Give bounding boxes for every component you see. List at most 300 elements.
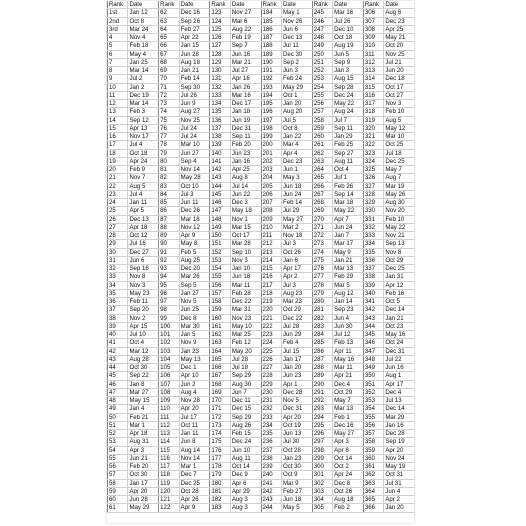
rank-cell: 93 [158,265,178,272]
rank-cell: 227 [261,364,281,371]
rank-cell: 213 [261,249,281,256]
table-row [261,117,312,125]
rank-cell: 161 [209,323,229,330]
table-row [261,381,312,389]
rank-cell: 39 [107,323,127,330]
table-row [158,174,209,182]
date-cell: Nov 8 [383,249,414,256]
table-row [261,290,312,298]
date-cell: May 23 [127,290,158,297]
date-cell: Oct 20 [383,42,414,49]
date-cell: Jun 6 [127,257,158,264]
date-cell: Jul 30 [281,438,312,445]
rank-cell: 175 [209,438,229,445]
date-cell: Sep 23 [332,306,363,313]
date-cell: Oct 5 [383,298,414,305]
date-cell: May 4 [127,51,158,58]
rank-cell: 97 [158,298,178,305]
table-row [261,306,312,314]
table-row [261,9,312,17]
rank-cell: 57 [107,471,127,478]
table-row [261,67,312,75]
date-cell: Jan 18 [230,108,261,115]
date-cell: Aug 25 [179,257,210,264]
rank-cell: 328 [363,191,383,198]
date-cell: Jul 31 [383,480,414,487]
date-cell: Sep 27 [332,150,363,157]
date-cell: Jan 20 [383,504,414,511]
rank-cell: 313 [363,67,383,74]
date-cell: Jan 20 [281,364,312,371]
rank-cell: 345 [363,331,383,338]
table-row [312,100,363,108]
table-row [363,414,414,422]
rank-cell: 63 [158,18,178,25]
table-row [261,174,312,182]
table-row [312,42,363,50]
rank-cell: 154 [209,265,229,272]
table-row [312,331,363,339]
table-row [312,141,363,149]
table-row [158,26,209,34]
date-cell: Jul 3 [179,191,210,198]
table-row [363,496,414,504]
table-row [158,249,209,257]
table-row [261,100,312,108]
date-cell: Dec 28 [281,389,312,396]
table-row [363,18,414,26]
rank-cell: 195 [261,100,281,107]
date-cell: Oct 4 [332,166,363,173]
rank-cell: 56 [107,463,127,470]
rank-cell: 236 [261,438,281,445]
date-cell: Jun 6 [281,26,312,33]
table-row [312,199,363,207]
date-cell: Dec 20 [179,265,210,272]
date-cell: Mar 12 [127,348,158,355]
date-cell: Jun 13 [281,430,312,437]
date-cell: Jun 5 [332,51,363,58]
date-cell: Aug 18 [179,59,210,66]
table-row [261,282,312,290]
date-cell: Aug 8 [230,174,261,181]
date-cell: Sep 9 [332,59,363,66]
rank-cell: 300 [312,463,332,470]
date-cell: Jan 27 [179,290,210,297]
rank-cell: 238 [261,455,281,462]
table-row [107,339,158,347]
date-cell: Feb 12 [230,339,261,346]
rank-cell: 119 [158,480,178,487]
rank-cell: 258 [312,117,332,124]
date-cell: Dec 31 [383,348,414,355]
table-row [261,455,312,463]
date-cell: Jun 27 [179,150,210,157]
table-row [312,232,363,240]
table-row [158,216,209,224]
date-cell: Apr 22 [179,34,210,41]
rank-cell: 262 [312,150,332,157]
rank-cell: 291 [312,389,332,396]
table-row [158,34,209,42]
table-row [107,331,158,339]
date-cell: Mar 24 [127,26,158,33]
table-row [363,158,414,166]
date-header: Date [332,1,363,8]
table-row [107,265,158,273]
rank-cell: 138 [209,133,229,140]
rank-cell: 234 [261,422,281,429]
rank-header: Rank [107,1,127,8]
rank-cell: 3rd [107,26,127,33]
table-row [158,315,209,323]
rank-cell: 217 [261,282,281,289]
rank-cell: 192 [261,75,281,82]
date-cell: Apr 10 [179,372,210,379]
table-row [363,67,414,75]
date-cell: Sep 20 [127,306,158,313]
date-cell: Sep 7 [230,42,261,49]
rank-cell: 153 [209,257,229,264]
date-cell: Mar 17 [332,240,363,247]
date-cell: Mar 18 [332,199,363,206]
rank-cell: 240 [261,471,281,478]
rank-cell: 343 [363,315,383,322]
date-cell: Jan 20 [281,100,312,107]
date-cell: Aug 26 [230,422,261,429]
table-row [312,67,363,75]
date-cell: Sep 5 [179,282,210,289]
table-row [158,306,209,314]
date-cell: Jan 29 [332,133,363,140]
date-cell: May 28 [179,174,210,181]
table-row [363,191,414,199]
rank-cell: 224 [261,339,281,346]
table-row [312,339,363,347]
table-row [312,158,363,166]
rank-cell: 277 [312,273,332,280]
date-cell: Oct 4 [127,339,158,346]
table-row [158,183,209,191]
date-cell: Mar 19 [383,183,414,190]
table-row [107,356,158,364]
date-cell: Aug 24 [332,108,363,115]
table-row [261,232,312,240]
table-row [312,480,363,488]
rank-cell: 322 [363,141,383,148]
rank-cell: 147 [209,207,229,214]
rank-cell: 33 [107,273,127,280]
rank-cell: 214 [261,257,281,264]
rank-cell: 261 [312,141,332,148]
table-row [107,100,158,108]
rank-cell: 169 [209,389,229,396]
rank-date-column-group [363,1,414,523]
table-row [107,158,158,166]
rank-cell: 186 [261,26,281,33]
date-cell: Dec 28 [383,430,414,437]
rank-cell: 99 [158,315,178,322]
table-row [209,67,260,75]
table-row [363,183,414,191]
rank-cell: 74 [158,108,178,115]
rank-cell: 155 [209,273,229,280]
table-row [261,438,312,446]
table-row [363,9,414,17]
rank-cell: 359 [363,447,383,454]
table-row [158,125,209,133]
date-cell: May 22 [383,224,414,231]
table-row [312,191,363,199]
table-row [209,414,260,422]
date-cell: Oct 8 [281,125,312,132]
rank-cell: 81 [158,166,178,173]
table-row [158,339,209,347]
date-cell: Mar 14 [127,100,158,107]
date-cell: Mar 10 [383,133,414,140]
table-row [312,282,363,290]
date-cell: Sep 13 [383,240,414,247]
date-cell: Jun 21 [127,455,158,462]
table-row [363,51,414,59]
rank-date-column-group [158,1,209,523]
table-row [261,323,312,331]
rank-cell: 329 [363,199,383,206]
date-cell: May 1 [281,9,312,16]
rank-cell: 100 [158,323,178,330]
date-cell: Mar 29 [383,414,414,421]
rank-cell: 22 [107,183,127,190]
rank-cell: 241 [261,480,281,487]
table-row [312,422,363,430]
table-row [363,381,414,389]
table-row [158,455,209,463]
header-row [107,1,158,9]
rank-cell: 245 [312,9,332,16]
date-cell: Dec 8 [332,480,363,487]
rank-cell: 107 [158,381,178,388]
rank-cell: 337 [363,265,383,272]
table-row [312,59,363,67]
date-cell: Jul 28 [281,323,312,330]
table-row [312,240,363,248]
rank-cell: 38 [107,315,127,322]
table-row [209,282,260,290]
rank-cell: 273 [312,240,332,247]
table-row [261,504,312,512]
rank-cell: 141 [209,158,229,165]
date-cell: Mar 2 [281,224,312,231]
date-cell: May 22 [332,100,363,107]
date-header: Date [281,1,312,8]
table-row [363,199,414,207]
date-cell: Jul 5 [281,117,312,124]
table-row [107,18,158,26]
rank-cell: 52 [107,430,127,437]
date-cell: Nov 28 [179,397,210,404]
rank-cell: 96 [158,290,178,297]
table-row [261,372,312,380]
table-row [107,438,158,446]
date-cell: Sep 28 [332,84,363,91]
table-row [363,84,414,92]
table-row [363,480,414,488]
rank-cell: 128 [209,51,229,58]
table-row [158,232,209,240]
date-cell: Oct 28 [281,447,312,454]
date-cell: Oct 18 [332,34,363,41]
date-cell: May 7 [332,397,363,404]
table-row [312,216,363,224]
table-row [209,108,260,116]
rank-cell: 338 [363,273,383,280]
table-row [363,125,414,133]
rank-cell: 15 [107,125,127,132]
date-cell: Oct 29 [332,389,363,396]
table-row [209,18,260,26]
rank-cell: 165 [209,356,229,363]
rank-cell: 151 [209,240,229,247]
date-cell: Feb 26 [332,183,363,190]
date-cell: Dec 4 [332,381,363,388]
rank-cell: 314 [363,75,383,82]
rank-cell: 255 [312,92,332,99]
rank-cell: 102 [158,339,178,346]
date-cell: Aug 15 [332,75,363,82]
table-row [158,422,209,430]
date-cell: Nov 18 [281,232,312,239]
date-cell: Mar 16 [230,92,261,99]
date-cell: Dec 3 [230,199,261,206]
date-cell: Nov 4 [127,34,158,41]
date-cell: Mar 11 [332,364,363,371]
date-cell: Nov 12 [179,224,210,231]
date-cell: Nov 7 [127,174,158,181]
table-row [107,92,158,100]
table-row [209,422,260,430]
rank-cell: 188 [261,42,281,49]
rank-cell: 327 [363,183,383,190]
table-row [209,405,260,413]
date-cell: Mar 27 [127,389,158,396]
date-cell: Apr 3 [332,438,363,445]
table-row [209,224,260,232]
rank-cell: 88 [158,224,178,231]
table-row [261,75,312,83]
table-row [158,166,209,174]
date-cell: Feb 24 [281,75,312,82]
date-cell: Aug 11 [332,158,363,165]
table-row [209,463,260,471]
table-row [158,298,209,306]
date-cell: Oct 28 [179,488,210,495]
table-row [312,430,363,438]
table-row [107,463,158,471]
table-row [261,166,312,174]
table-row [158,323,209,331]
table-row [312,298,363,306]
rank-cell: 356 [363,422,383,429]
table-row [312,455,363,463]
date-cell: Jul 29 [281,207,312,214]
date-cell: Feb 9 [127,166,158,173]
date-cell: Feb 5 [179,249,210,256]
rank-cell: 209 [261,216,281,223]
rank-cell: 218 [261,290,281,297]
rank-cell: 353 [363,397,383,404]
table-row [209,59,260,67]
date-cell: Dec 19 [127,92,158,99]
table-row [363,207,414,215]
table-row [209,331,260,339]
rank-cell: 307 [363,18,383,25]
date-cell: Apr 4 [281,150,312,157]
table-row [261,51,312,59]
rank-cell: 357 [363,430,383,437]
rank-cell: 129 [209,59,229,66]
rank-cell: 342 [363,306,383,313]
table-row [107,364,158,372]
date-cell: Apr 2 [383,496,414,503]
table-row [158,240,209,248]
date-cell: Jun 7 [230,389,261,396]
date-cell: Sep 29 [230,372,261,379]
rank-cell: 281 [312,306,332,313]
rank-cell: 8 [107,67,127,74]
rank-cell: 123 [209,9,229,16]
table-row [209,480,260,488]
table-row [107,133,158,141]
header-row [158,1,209,9]
rank-cell: 254 [312,84,332,91]
date-cell: Nov 3 [230,257,261,264]
table-row [363,174,414,182]
table-row [261,488,312,496]
date-cell: Feb 20 [230,141,261,148]
rank-header: Rank [158,1,178,8]
date-cell: Dec 22 [281,315,312,322]
table-row [107,389,158,397]
rank-cell: 36 [107,298,127,305]
table-row [261,240,312,248]
table-row [261,141,312,149]
date-cell: Dec 4 [383,389,414,396]
table-row [261,34,312,42]
date-cell: Dec 16 [332,422,363,429]
rank-cell: 172 [209,414,229,421]
rank-cell: 233 [261,414,281,421]
rank-cell: 323 [363,150,383,157]
date-cell: Jun 1 [281,166,312,173]
date-cell: Jun 23 [281,372,312,379]
table-row [312,84,363,92]
date-cell: Dec 16 [179,9,210,16]
date-cell: Dec 22 [230,298,261,305]
rank-cell: 168 [209,381,229,388]
date-cell: Apr 12 [383,282,414,289]
rank-date-column-group [312,1,363,523]
date-cell: Sep 10 [230,249,261,256]
date-cell: Oct 2 [332,463,363,470]
date-cell: Apr 15 [127,323,158,330]
rank-cell: 184 [261,9,281,16]
date-cell: Feb 1 [332,414,363,421]
table-row [209,9,260,17]
rank-cell: 12 [107,100,127,107]
table-row [363,447,414,455]
rank-cell: 80 [158,158,178,165]
rank-cell: 244 [261,504,281,511]
